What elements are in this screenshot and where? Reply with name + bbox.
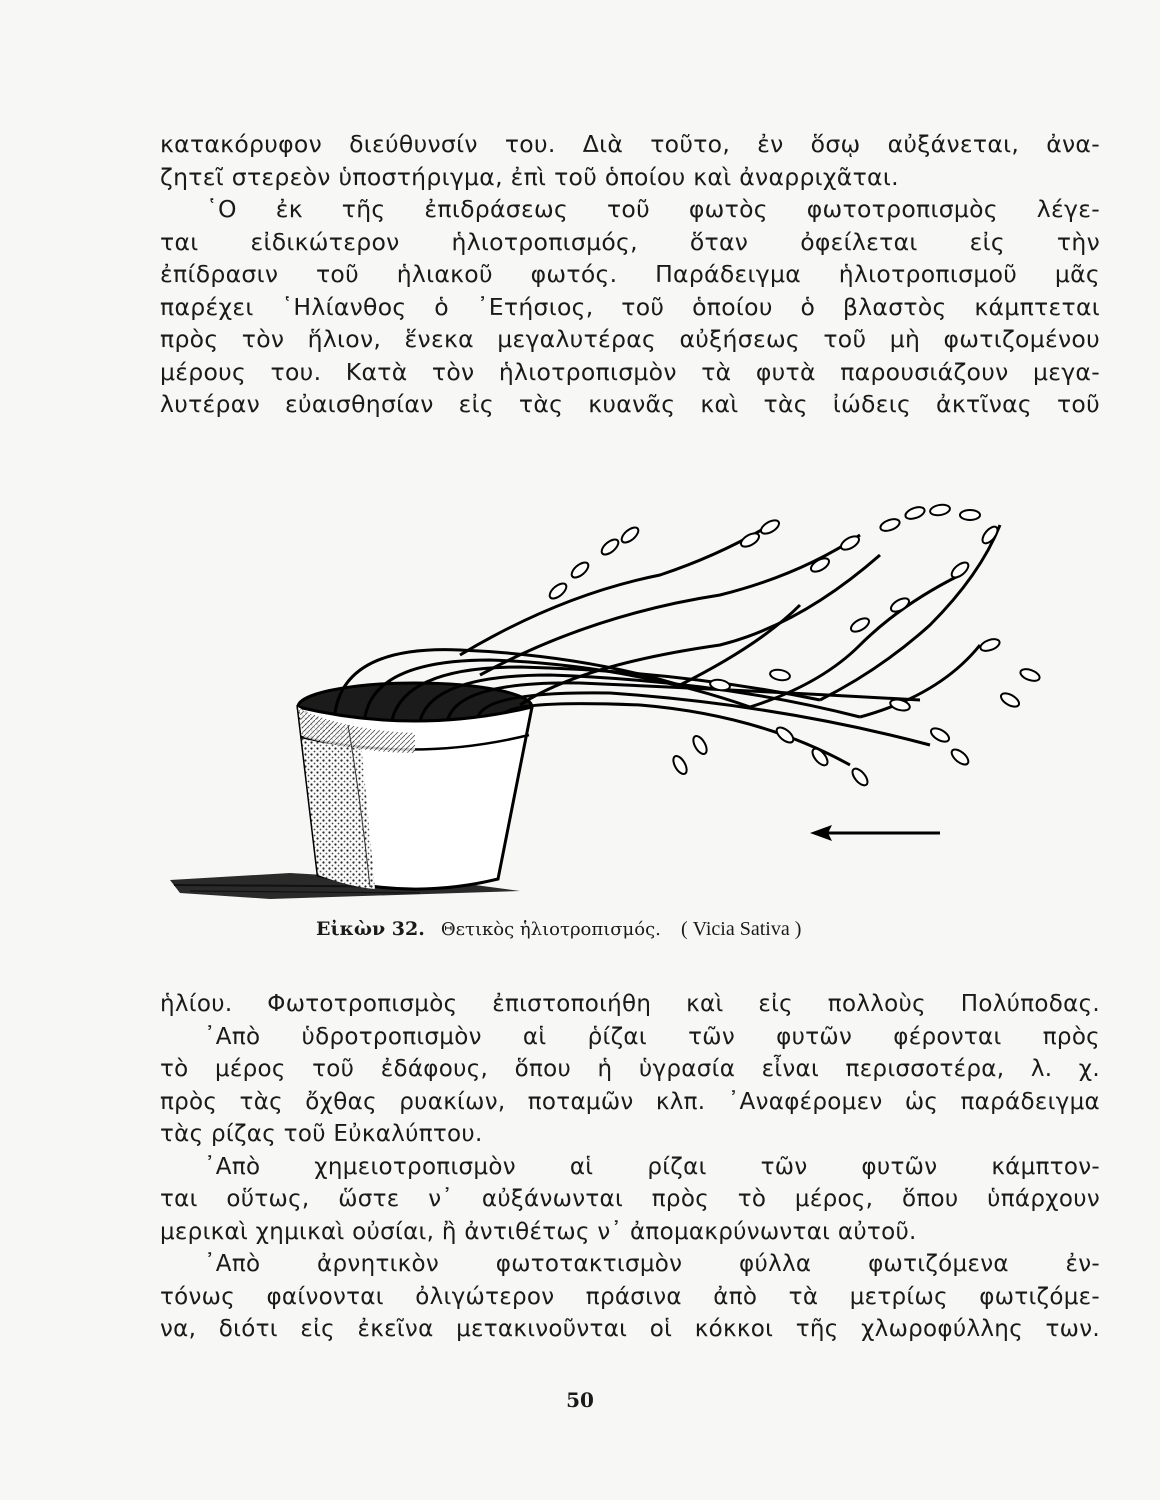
text-line: ᾿Απὸ ἀρνητικὸν φωτοτακτισμὸν φύλλα φωτιζόμενα ἐν- [204, 1251, 1100, 1277]
text-line: πρὸς τὸν ἥλιον, ἕνεκα μεγαλυτέρας αὐξήσεως τοῦ μὴ φωτιζομένου [160, 325, 1100, 353]
text-line: ἡλίου. Φωτοτροπισμὸς ἐπιστοποιήθη καὶ εἰς πολλοὺς Πολύποδας. [160, 991, 1100, 1017]
plant-illustration [160, 495, 1050, 915]
flower-pot [298, 683, 532, 889]
caption-text: Θετικὸς ἡλιοτροπισμός. [440, 919, 661, 940]
figure-caption [316, 918, 801, 941]
text-line: ἐπίδρασιν τοῦ ἡλιακοῦ φωτός. Παράδειγμα ἡλιοτροπισμοῦ μᾶς [160, 260, 1100, 288]
text-line: τόνως φαίνονται ὀλιγώτερον πράσινα ἀπὸ τὰ μετρίως φωτιζόμε- [160, 1283, 1100, 1310]
page-number: 50 [566, 1388, 594, 1412]
text-line: ται οὕτως, ὥστε ν᾿ αὐξάνωνται πρὸς τὸ μέρος, ὅπου ὑπάρχουν [160, 1186, 1100, 1212]
text-line: λυτέραν εὐαισθησίαν εἰς τὰς κυανᾶς καὶ τὰς ἰώδεις ἀκτῖνας τοῦ [160, 390, 1100, 418]
leaflets [547, 503, 1041, 788]
text-line: πρὸς τὰς ὄχθας ρυακίων, ποταμῶν κλπ. ᾿Αναφέρομεν ὡς παράδειγμα [160, 1088, 1100, 1115]
text-line: ᾿Απὸ ὑδροτροπισμὸν αἱ ῥίζαι τῶν φυτῶν φέρονται πρὸς [204, 1023, 1100, 1050]
top-paragraph [160, 128, 1100, 421]
text-line: τὸ μέρος τοῦ ἐδάφους, ὅπου ἡ ὑγρασία εἶναι περισσοτέρα, λ. χ. [160, 1056, 1100, 1082]
text-line: παρέχει ῾Ηλίανθος ὁ ᾿Ετήσιος, τοῦ ὁποίου ὁ βλαστὸς κάμπτεται [160, 292, 1100, 321]
text-line: τὰς ρίζας τοῦ Εὐκαλύπτου. [160, 1121, 483, 1147]
text-line: ζητεῖ στερεὸν ὑποστήριγμα, ἐπὶ τοῦ ὁποίου καὶ ἀναρριχᾶται. [160, 162, 899, 191]
light-direction-arrow-icon [810, 825, 940, 841]
bottom-paragraph [160, 988, 1100, 1346]
caption-latin: ( Vicia Sativa ) [680, 918, 802, 940]
text-line: κατακόρυφον διεύθυνσίν του. Διὰ τοῦτο, ἐν ὅσῳ αὐξάνεται, ἀνα- [160, 130, 1100, 158]
text-line: ᾿Απὸ χημειοτροπισμὸν αἱ ρίζαι τῶν φυτῶν κάμπτον- [204, 1153, 1100, 1180]
text-line: μερικαὶ χημικαὶ οὐσίαι, ἢ ἀντιθέτως ν᾿ ἀπομακρύνωνται αὐτοῦ. [160, 1218, 917, 1245]
caption-number: Εἰκὼν 32. [316, 918, 425, 940]
text-line: μέρους του. Κατὰ τὸν ἡλιοτροπισμὸν τὰ φυτὰ παρουσιάζουν μεγα- [160, 357, 1100, 386]
text-line: να, διότι εἰς ἐκεῖνα μετακινοῦνται οἱ κόκκοι τῆς χλωροφύλλης των. [160, 1316, 1100, 1342]
text-line: ται εἰδικώτερον ἡλιοτροπισμός, ὅταν ὀφείλεται εἰς τὴν [160, 227, 1100, 256]
text-line: ῾Ο ἐκ τῆς ἐπιδράσεως τοῦ φωτὸς φωτοτροπισμὸς λέγε- [206, 195, 1100, 223]
